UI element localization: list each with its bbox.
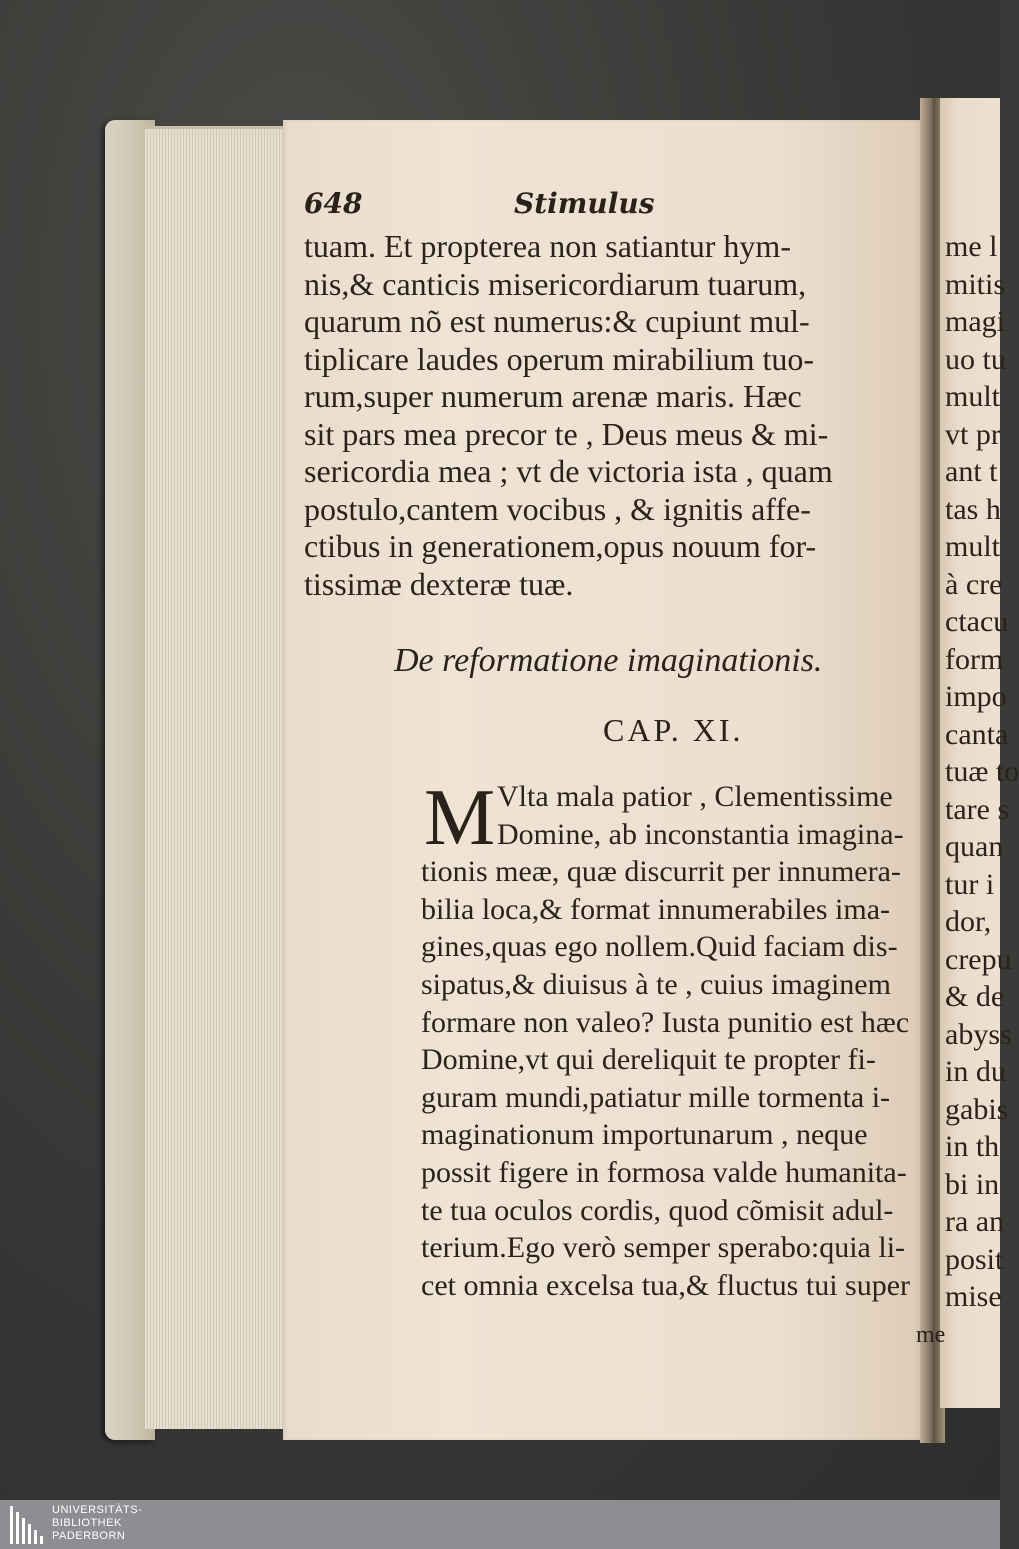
- library-footer: [0, 1500, 1000, 1549]
- chapter-text-line: te tua oculos cordis, quod cõmisit adul-: [421, 1193, 894, 1227]
- right-page-fragment-line: mult: [945, 530, 1001, 563]
- right-page-fragment-line: vt pr: [945, 417, 1001, 451]
- page-number: 648: [304, 187, 363, 220]
- left-body-text: [304, 228, 944, 603]
- right-page-fragment-line: crepu: [945, 942, 1012, 976]
- right-page-fragment-line: posit: [945, 1242, 1004, 1276]
- section-heading: De reformatione imaginationis.: [394, 642, 823, 679]
- catchword: me: [916, 1322, 946, 1348]
- chapter-text-line: sipatus,& diuisus à te , cuius imaginem: [421, 967, 891, 1001]
- right-page-fragment-line: tas h: [945, 492, 1001, 526]
- library-name-line-3: PADERBORN: [52, 1530, 126, 1542]
- page-header: [304, 187, 774, 227]
- chapter-text-line: possit figere in formosa valde humanita-: [421, 1155, 907, 1189]
- left-text-line: tuam. Et propterea non satiantur hym-: [304, 228, 791, 264]
- library-name: [52, 1504, 142, 1543]
- right-page-fragment-line: tare s: [945, 792, 1010, 826]
- drop-cap: M: [424, 774, 496, 862]
- right-page-fragment-line: in du: [945, 1055, 1006, 1088]
- right-page-fragment-line: ctacu: [945, 605, 1009, 638]
- right-page-fragment-line: gabis: [945, 1092, 1009, 1126]
- chapter-text-line: formare non valeo? Iusta punitio est hæc: [421, 1005, 910, 1039]
- right-page-fragment-line: me l: [945, 230, 998, 263]
- right-page-fragment-line: quan: [945, 830, 1004, 863]
- right-page-fragment-line: ant t: [945, 455, 998, 488]
- left-text-line: sericordia mea ; vt de victoria ista , quam: [304, 453, 833, 489]
- chapter-text-line: Domine,vt qui dereliquit te propter fi-: [421, 1043, 876, 1077]
- chapter-label: CAP. XI.: [603, 712, 744, 748]
- chapter-text-line: gines,quas ego nollem.Quid faciam dis-: [421, 930, 898, 964]
- right-page-fragment-line: uo tu: [945, 342, 1006, 376]
- right-page-fragment-line: abyss: [945, 1017, 1012, 1051]
- chapter-text-line: Domine, ab inconstantia imagina-: [497, 817, 904, 851]
- right-page-fragment-line: ra an: [945, 1205, 1005, 1238]
- right-page-fragment-line: dor,: [945, 905, 992, 938]
- right-page-fragment-line: tur i: [945, 867, 995, 901]
- right-page-fragment-line: bi in: [945, 1167, 1000, 1201]
- chapter-text-line: Vlta mala patior , Clementissime: [497, 780, 893, 813]
- chapter-body-text: [421, 774, 941, 1304]
- left-text-line: tissimæ dexteræ tuæ.: [304, 565, 574, 602]
- running-title: Stimulus: [514, 187, 655, 220]
- chapter-text-line: guram mundi,patiatur mille tormenta i-: [421, 1080, 891, 1114]
- library-name-line-2: BIBLIOTHEK: [52, 1517, 122, 1529]
- right-page-fragment-line: canta: [945, 717, 1009, 751]
- chapter-text-line: maginationum importunarum , neque: [421, 1118, 868, 1152]
- right-page-fragment-line: mise: [945, 1280, 1002, 1313]
- left-text-line: sit pars mea precor te , Deus meus & mi-: [304, 415, 829, 452]
- chapter-text-line: bilia loca,& format innumerabiles ima-: [421, 892, 891, 926]
- right-page-fragment-line: form: [945, 642, 1004, 676]
- library-logo-icon: [10, 1506, 44, 1544]
- right-page-fragment-line: tuæ to: [945, 755, 1019, 788]
- left-text-line: tiplicare laudes operum mirabilium tuo-: [304, 340, 815, 377]
- left-text-line: nis,& canticis misericordiarum tuarum,: [304, 265, 807, 302]
- right-page-fragment-line: mult: [945, 380, 1001, 413]
- left-text-line: postulo,cantem vocibus , & ignitis affe-: [304, 490, 811, 527]
- right-page-fragment-line: mitis: [945, 267, 1006, 301]
- chapter-text-line: terium.Ego verò semper sperabo:quia li-: [421, 1231, 906, 1265]
- library-name-line-1: UNIVERSITÄTS-: [52, 1504, 143, 1516]
- right-page-fragment-line: impo: [945, 680, 1007, 713]
- left-text-line: ctibus in generationem,opus nouum for-: [304, 528, 817, 564]
- left-text-line: rum,super numerum arenæ maris. Hæc: [304, 378, 802, 414]
- right-page-text-fragments: [945, 228, 1019, 1316]
- left-text-line: quarum nõ est numerus:& cupiunt mul-: [304, 303, 810, 339]
- chapter-text-line: cet omnia excelsa tua,& fluctus tui super: [421, 1268, 911, 1302]
- right-page-fragment-line: & de: [945, 980, 1005, 1013]
- right-page-fragment-line: à cre: [945, 567, 1003, 601]
- page-edges: [145, 126, 295, 1429]
- right-page-fragment-line: in th: [945, 1130, 1000, 1163]
- chapter-text-line: tionis meæ, quæ discurrit per innumera-: [421, 855, 901, 889]
- right-page-fragment-line: magi: [945, 305, 1005, 338]
